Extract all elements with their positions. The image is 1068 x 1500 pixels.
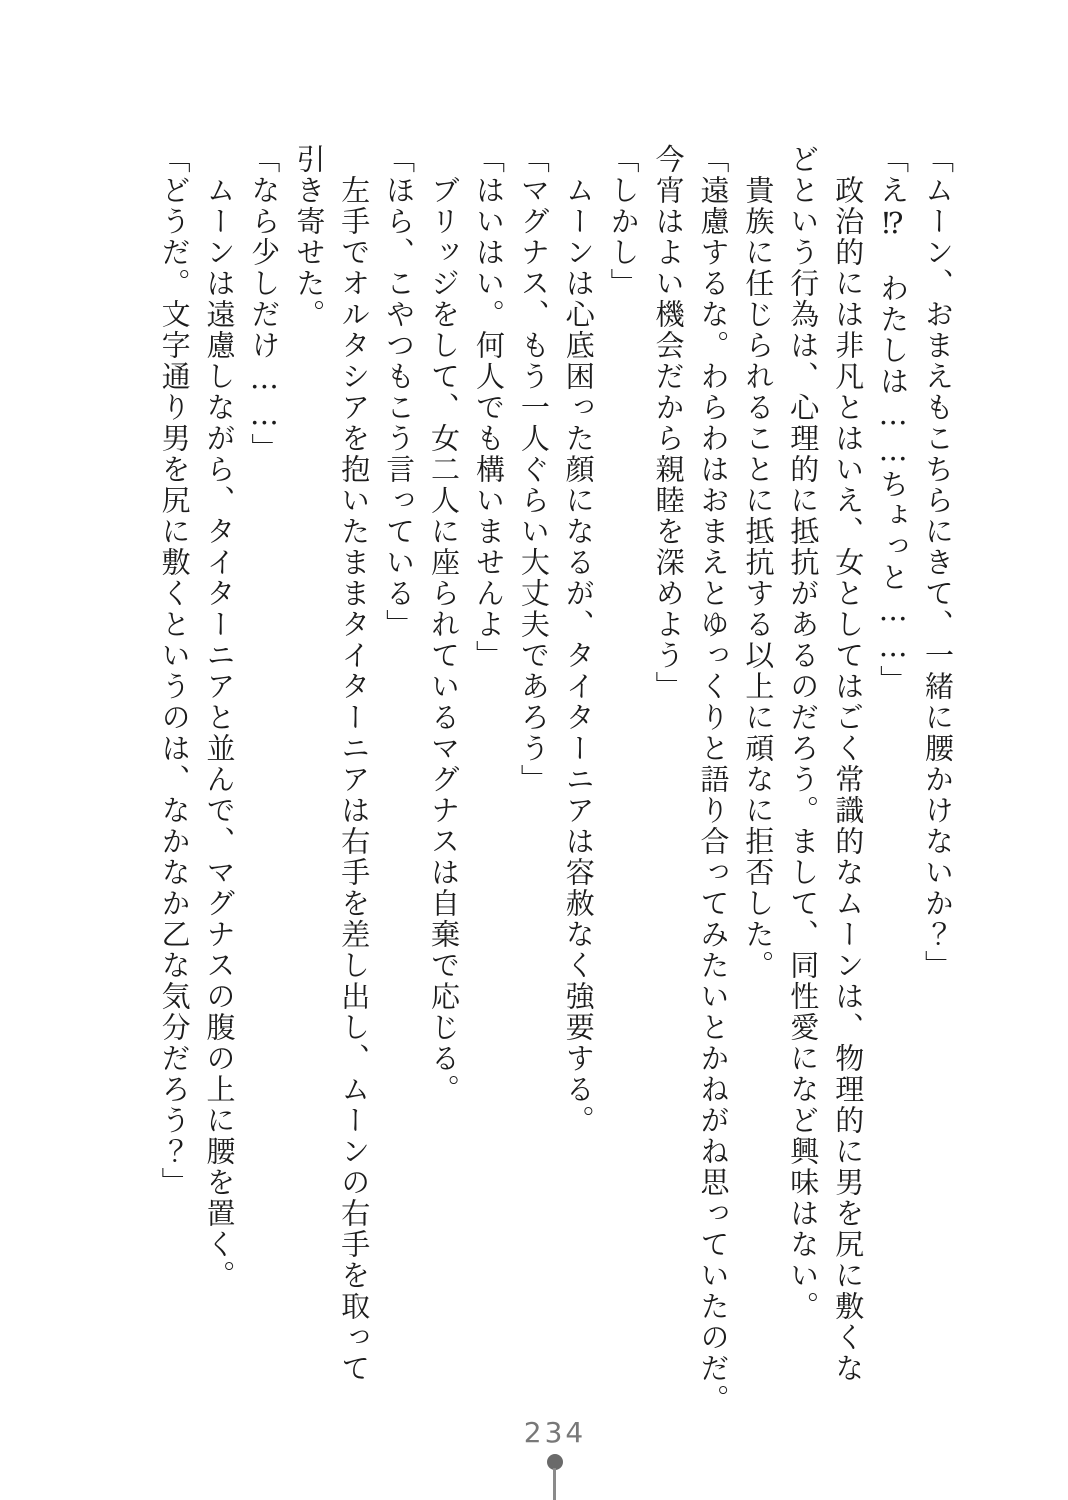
text-line: ブリッジをして、女二人に座られているマグナスは自棄で応じる。 [427,175,462,1105]
vertical-text-block [152,144,960,1415]
text-line: 「ムーン、おまえもこちらにきて、一緒に腰かけないか？」 [921,144,955,981]
text-line: 「なら少しだけ……」 [247,144,282,464]
footer-line-marker [553,1468,556,1500]
text-line: 「はいはい。何人でも構いませんよ」 [471,144,506,671]
text-line: 左手でオルタシアを抱いたままタイターニアは右手を差し出し、ムーンの右手を取って [337,175,372,1384]
text-line: 今宵はよい機会だから親睦を深めよう」 [651,144,686,702]
text-line: 政治的には非凡とはいえ、女としてはごく常識的なムーンは、物理的に男を尻に敷くな [831,175,866,1384]
text-line: 「遠慮するな。わらわはおまえとゆっくりと語り合ってみたいとかねがね思っていたのだ。 [696,144,731,1415]
text-line: どという行為は、心理的に抵抗があるのだろう。まして、同性愛になど興味はない。 [786,144,821,1322]
text-line: 「マグナス、もう一人ぐらい大丈夫であろう」 [516,144,551,795]
text-line: ムーンは遠慮しながら、タイターニアと並んで、マグナスの腹の上に腰を置く。 [202,175,237,1291]
text-line: 「ほら、こやつもこう言っている」 [382,144,417,640]
text-line: ムーンは心底困った顔になるが、タイターニアは容赦なく強要する。 [561,175,596,1136]
text-line: 「しかし」 [606,144,641,299]
text-line: 「どうだ。文字通り男を尻に敷くというのは、なかなか乙な気分だろう？」 [157,144,192,1198]
text-line: 貴族に任じられることに抵抗する以上に頑なに拒否した。 [741,175,776,981]
page-number: 234 [523,1416,587,1449]
text-line: 引き寄せた。 [292,144,327,330]
text-line: 「え⁉ わたしは……ちょっと……」 [876,144,911,696]
